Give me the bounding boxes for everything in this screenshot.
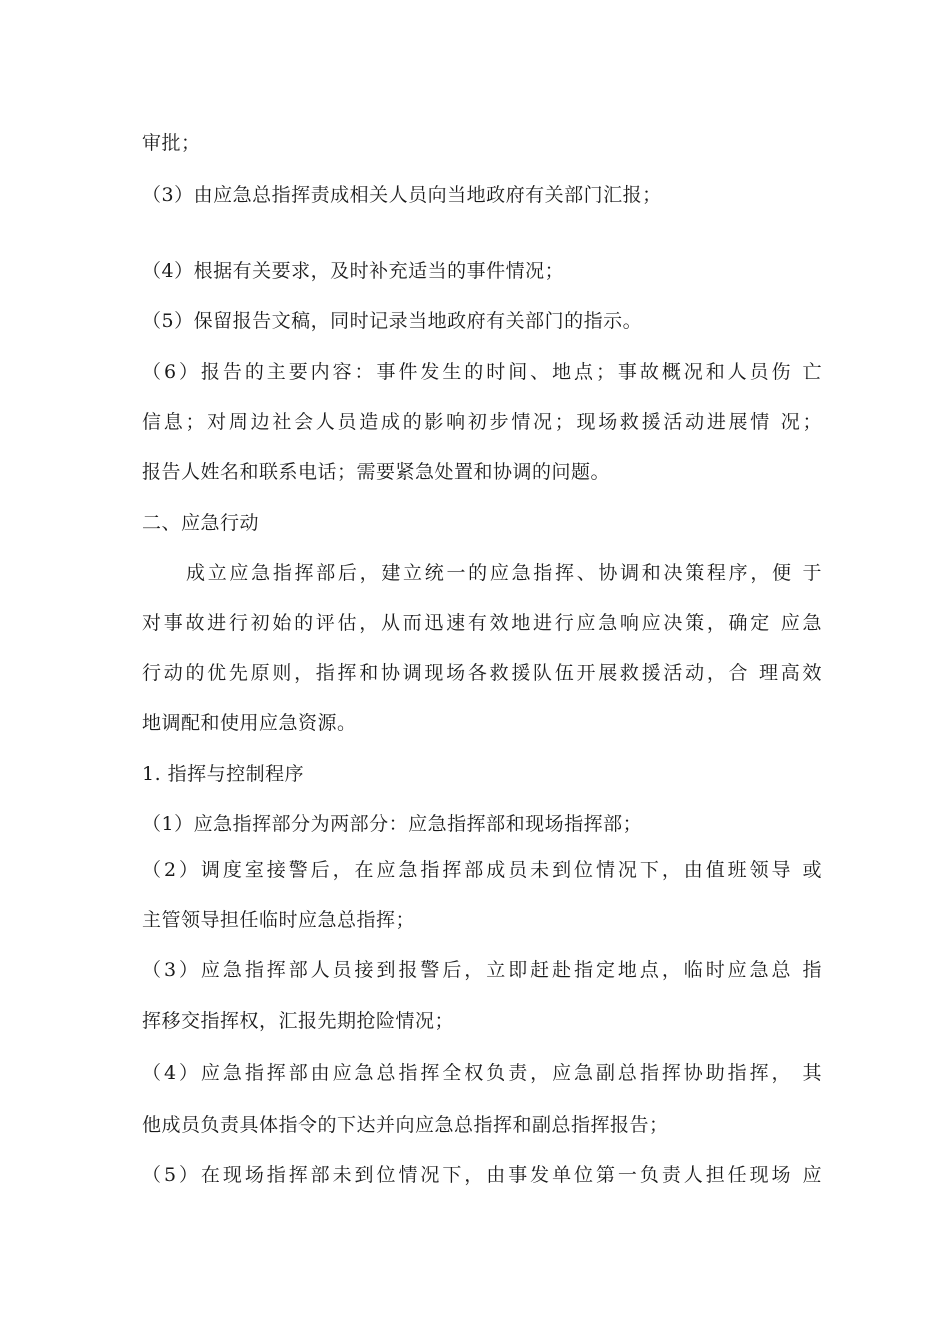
text-line: （4）应急指挥部由应急总指挥全权负责，应急副总指挥协助指挥， 其 xyxy=(142,1062,822,1084)
text-line: 行动的优先原则，指挥和协调现场各救援队伍开展救援活动，合 理高效 xyxy=(142,662,822,684)
text-line: 信息；对周边社会人员造成的影响初步情况；现场救援活动进展情 况； xyxy=(142,411,822,433)
text-line: 挥移交指挥权，汇报先期抢险情况； xyxy=(142,1010,455,1032)
subsection-heading: 1. 指挥与控制程序 xyxy=(142,763,305,785)
text-line: （1）应急指挥部分为两部分：应急指挥部和现场指挥部； xyxy=(142,813,643,835)
text-line: 成立应急指挥部后，建立统一的应急指挥、协调和决策程序，便 于 xyxy=(186,562,822,584)
text-line: （3）由应急总指挥责成相关人员向当地政府有关部门汇报； xyxy=(142,184,662,206)
text-line: 对事故进行初始的评估，从而迅速有效地进行应急响应决策，确定 应急 xyxy=(142,612,822,634)
text-line: （2）调度室接警后，在应急指挥部成员未到位情况下，由值班领导 或 xyxy=(142,859,822,881)
text-line: （3）应急指挥部人员接到报警后，立即赶赴指定地点，临时应急总 指 xyxy=(142,959,822,981)
text-line: 审批； xyxy=(142,132,201,154)
text-line: （6）报告的主要内容：事件发生的时间、地点；事故概况和人员伤 亡 xyxy=(142,361,822,383)
text-line: （4）根据有关要求，及时补充适当的事件情况； xyxy=(142,260,565,282)
section-heading: 二、应急行动 xyxy=(142,512,260,534)
text-line: 主管领导担任临时应急总指挥； xyxy=(142,909,416,931)
text-line: 他成员负责具体指令的下达并向应急总指挥和副总指挥报告； xyxy=(142,1114,669,1136)
text-line: （5）在现场指挥部未到位情况下，由事发单位第一负责人担任现场 应 xyxy=(142,1164,822,1186)
text-line: （5）保留报告文稿，同时记录当地政府有关部门的指示。 xyxy=(142,310,643,332)
text-line: 地调配和使用应急资源。 xyxy=(142,712,357,734)
text-line: 报告人姓名和联系电话；需要紧急处置和协调的问题。 xyxy=(142,461,611,483)
